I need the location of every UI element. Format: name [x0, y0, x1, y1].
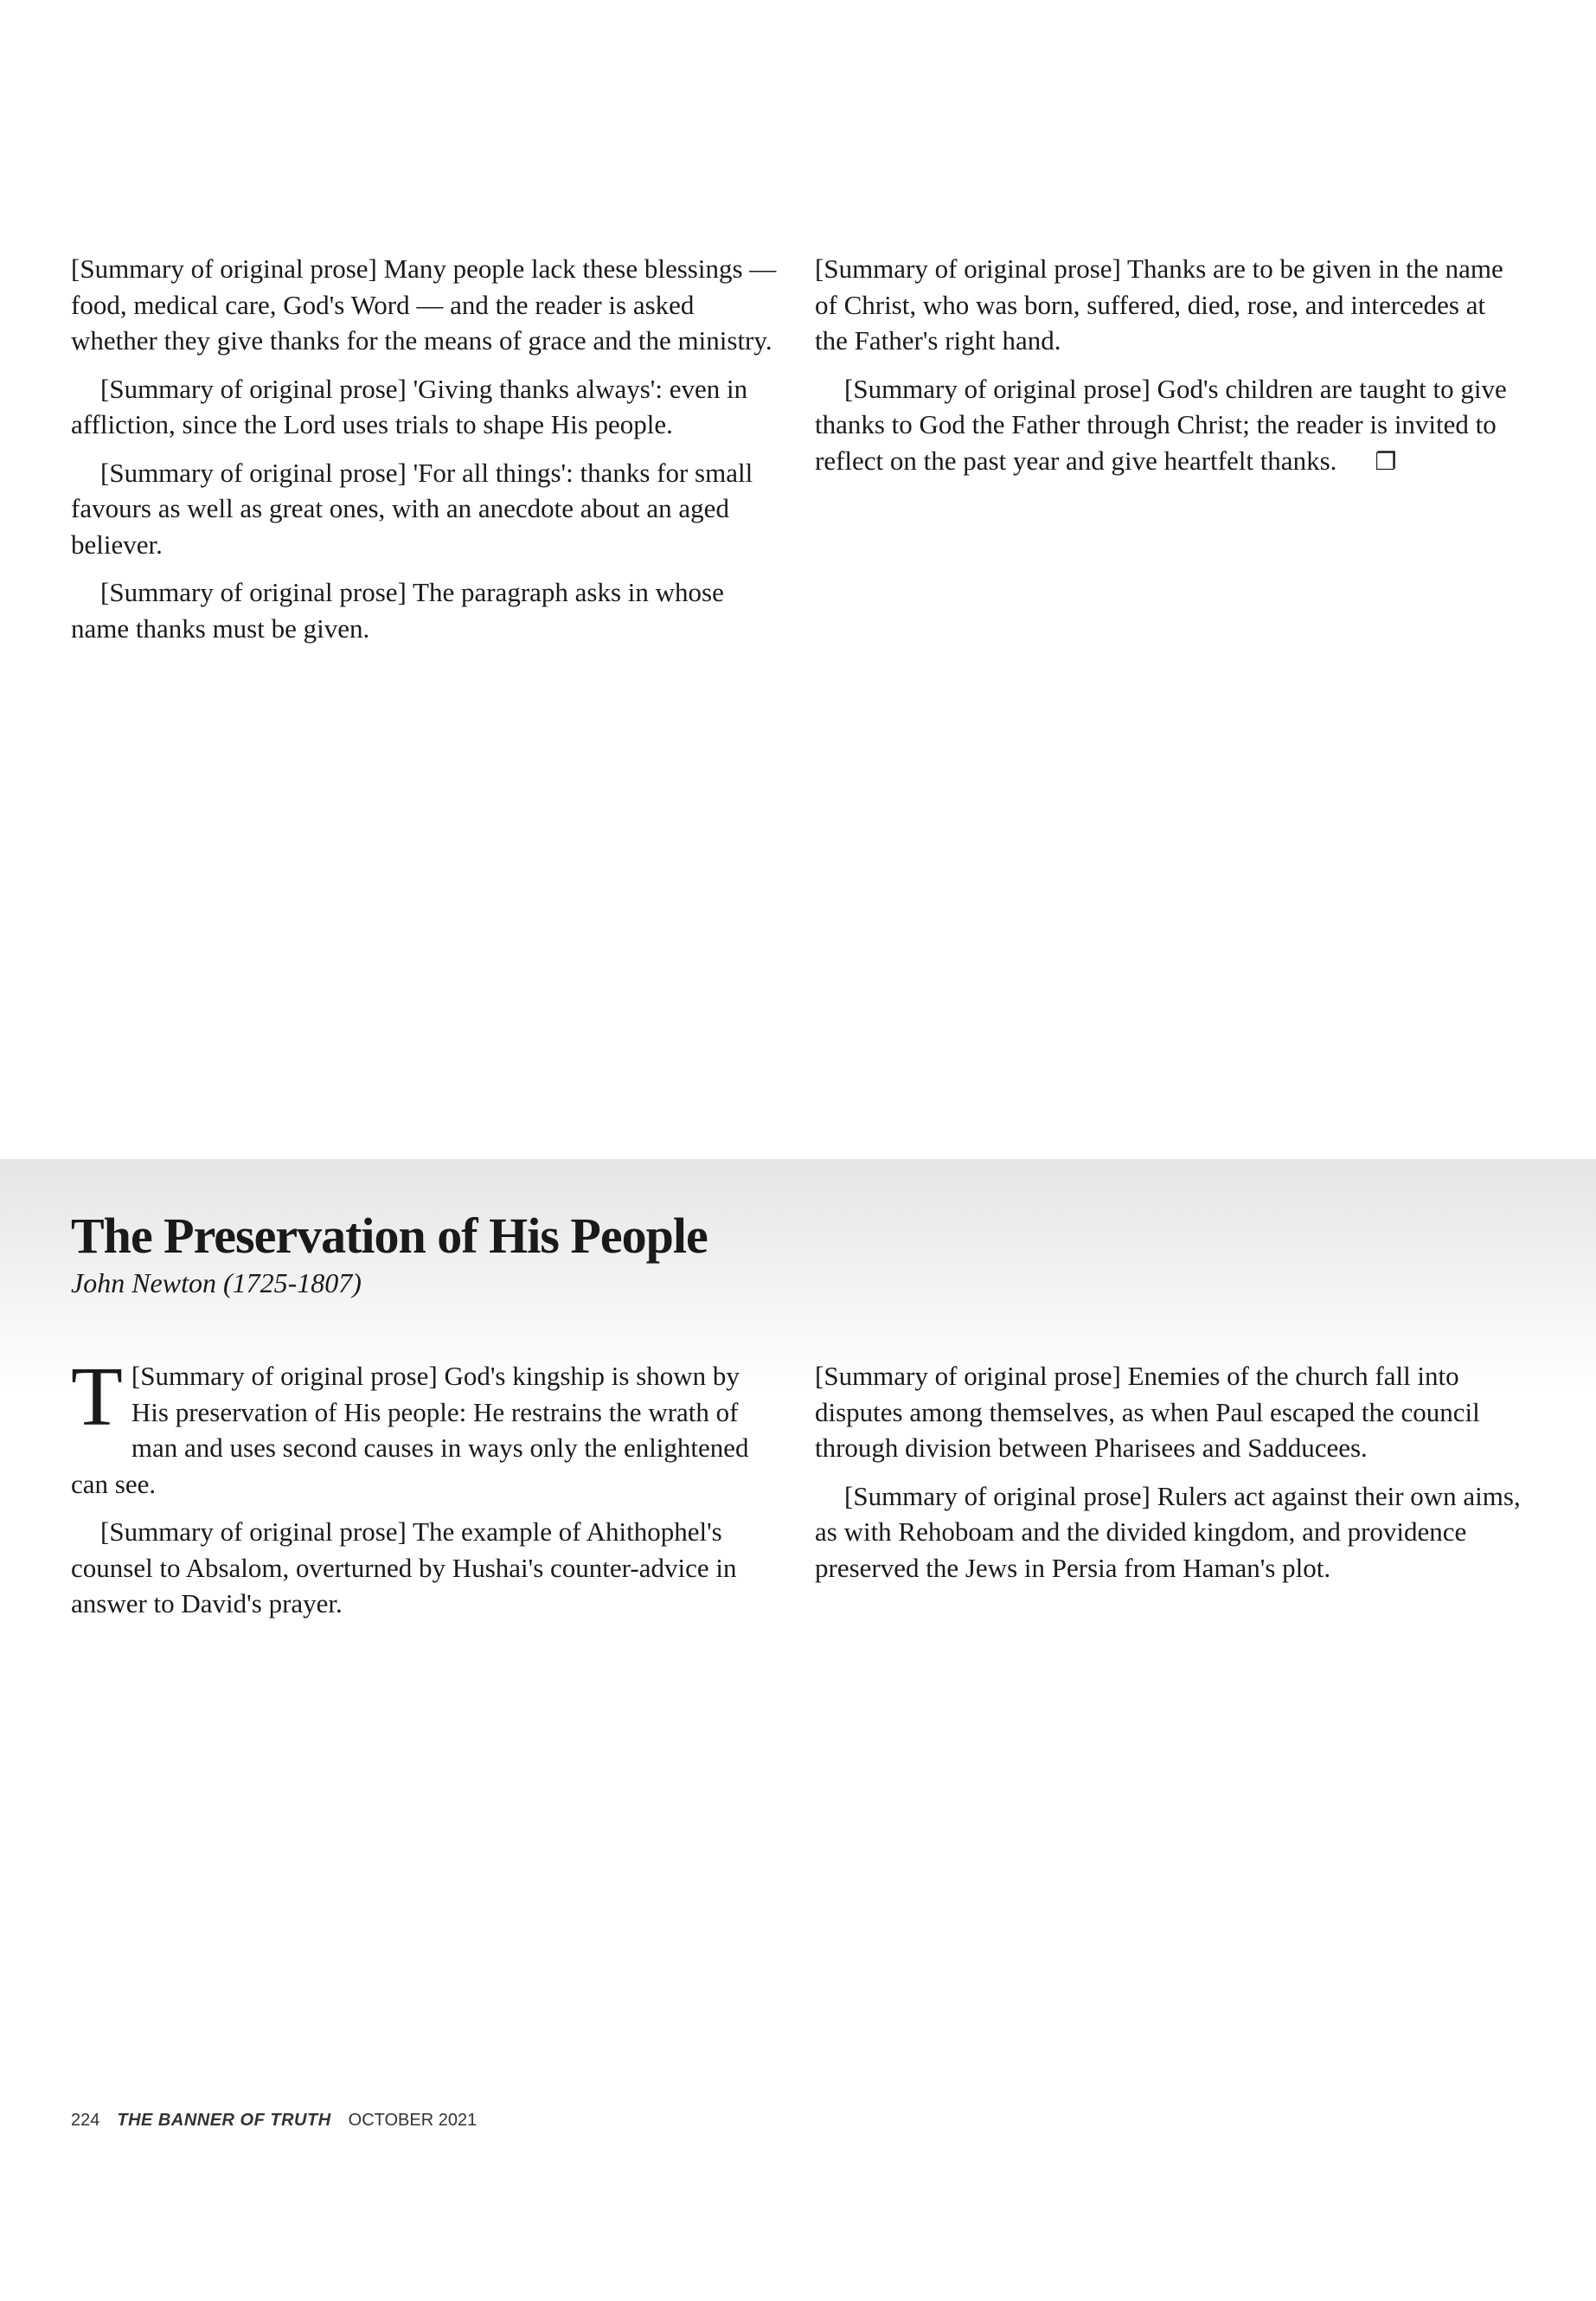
- paragraph: [Summary of original prose] The paragraph asks in whose name thanks must be given.: [71, 577, 724, 644]
- paragraph: [Summary of original prose] 'Giving thanks always': even in affliction, since the Lord uses trials to shape His people.: [71, 373, 748, 440]
- article-title: The Preservation of His People: [71, 1208, 708, 1264]
- drop-cap: T: [71, 1350, 123, 1444]
- article-author: John Newton (1725-1807): [71, 1267, 362, 1298]
- top-right-column: [815, 251, 1524, 658]
- paragraph: [Summary of original prose] Thanks are to be given in the name of Christ, who was born, suffered, died, rose, and intercedes at the Father's right hand.: [815, 253, 1503, 356]
- paragraph: [71, 1350, 780, 1502]
- paragraph: [Summary of original prose] Many people lack these blessings — food, medical care, God's Word — and the reader is asked whether they give thanks for the means of grace and the ministry.: [71, 253, 777, 356]
- paragraph: [815, 371, 1524, 479]
- previous-article-continuation: [71, 251, 1524, 658]
- paragraph-text: [Summary of original prose] God's children are taught to give thanks to God the Father through Christ; the reader is invited to reflect on the past year and give heartfelt thanks.: [815, 373, 1507, 476]
- end-of-article-mark-icon: ❐: [1375, 448, 1397, 476]
- top-left-column: [71, 251, 780, 658]
- page-footer: [71, 2111, 477, 2131]
- article-right-column: [815, 1358, 1524, 1634]
- paragraph: [Summary of original prose] Rulers act against their own aims, as with Rehoboam and the divided kingdom, and providence preserved the Jews in Persia from Haman's plot.: [815, 1480, 1521, 1583]
- article-left-column: [71, 1350, 780, 1634]
- issue-date: OCTOBER 2021: [348, 2111, 478, 2130]
- journal-name: THE BANNER OF TRUTH: [117, 2111, 331, 2130]
- paragraph: [Summary of original prose] Enemies of the church fall into disputes among themselves, as when Paul escaped the council through division between Pharisees and Sadducees.: [815, 1361, 1480, 1464]
- paragraph-text: [Summary of original prose] God's kingship is shown by His preservation of His people: He restrains the wrath of man and uses second causes in ways only the enlightened can see.: [71, 1361, 749, 1499]
- paragraph: [Summary of original prose] 'For all things': thanks for small favours as well as great ones, with an anecdote about an aged believer.: [71, 457, 753, 560]
- article-body: [71, 1350, 1524, 1634]
- page-number: 224: [71, 2111, 100, 2130]
- paragraph: [Summary of original prose] The example of Ahithophel's counsel to Absalom, overturned by Hushai's counter-advice in answer to David's prayer.: [71, 1516, 737, 1619]
